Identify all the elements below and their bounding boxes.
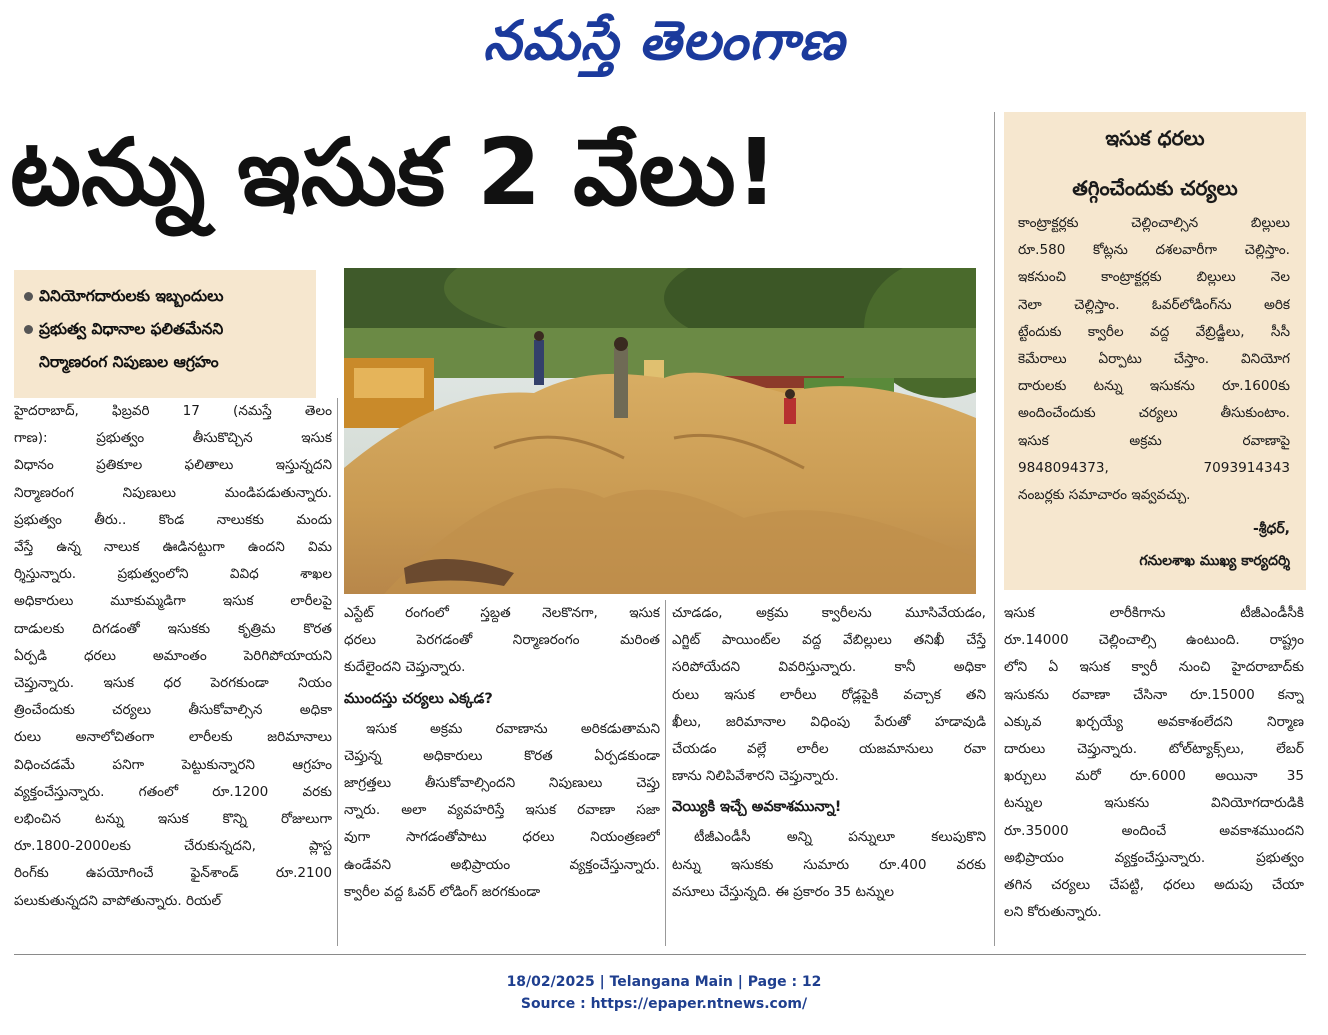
text-line: రింగ్‌కు ఉపయోగించే ఫైన్‌శాండ్ రూ.2100 [14,865,332,882]
text-line: దాడులకు దిగడంతో ఇసుకకు కృత్రిమ కొరత [14,620,332,637]
text-line: చెప్తున్నారు. ఇసుక ధర పెరగకుండా నియం [14,675,332,692]
subheading-could-give-for-thousand: వెయ్యికి ఇచ్చే అవకాశమున్నా! [672,799,842,816]
column-divider [337,398,338,946]
subheading-advance-measures: ముందస్తు చర్యలు ఎక్కడ? [344,690,493,707]
text-line: ఇసుకను రవాణా చేసినా రూ.15000 కన్నా [1004,686,1304,703]
sand-heap-photo [344,268,976,594]
text-line: అభిప్రాయం వ్యక్తంచేస్తున్నారు. ప్రభుత్వం [1004,849,1304,866]
text-line: గాణ): ప్రభుత్వం తీసుకొచ్చిన ఇసుక [14,430,332,447]
text-line: కాంట్రాక్టర్లకు చెల్లించాల్సిన బిల్లులు [1018,215,1290,231]
column3-paragraph [672,824,986,906]
text-line: 9848094373, 7093914343 [1018,459,1290,476]
text-line: రూ.580 కోట్లను దశలవారీగా చెల్లిస్తాం. [1018,242,1290,259]
text-line: టన్నుల ఇసుకను వినియోగదారుడికి [1004,795,1304,812]
column2-paragraph [344,600,660,682]
text-line: టీజీఎండీసీ అన్ని పన్నులూ కలుపుకొని [694,829,986,846]
text-line: ణాను నిలిపివేశారని చెప్తున్నారు. [672,768,839,785]
footer-source: Source : https://epaper.ntnews.com/ [520,996,808,1012]
text-line: కుదేలైందని చెప్తున్నారు. [344,659,466,676]
highlight-item-continued [24,346,310,379]
highlight-item [24,313,310,346]
text-line: ట్టేందుకు క్వారీల వద్ద వేబ్రిడ్జీలు, సీసీ [1018,323,1290,340]
highlight-text: ప్రభుత్వ విధానాల ఫలితమేనని [39,320,224,338]
text-line: ఖీలు, జరిమానాల విధింపు పేరుతో హడావుడి [672,713,986,730]
highlights-box [14,270,316,398]
text-line: నిర్మాణరంగ నిపుణులు మండిపడుతున్నారు. [14,484,332,501]
article-column-3 [672,600,986,906]
sand-heap-image [344,268,976,594]
text-line: విధానం ప్రతికూల ఫలితాలు ఇస్తున్నదని [14,457,332,474]
text-line: ధరలు పెరగడంతో నిర్మాణరంగం మరింత [344,632,660,649]
text-line: రూ.14000 చెల్లించాల్సి ఉంటుంది. రాష్ట్రం [1004,632,1304,649]
text-line: ఎక్కువ ఖర్చయ్యే అవకాశంలేదని నిర్మాణ [1004,713,1304,730]
text-line: ఎస్టేట్ రంగంలో స్తబ్దత నెలకొనగా, ఇసుక [344,605,660,621]
sidebar-signature: -శ్రీధర్, [1252,521,1290,537]
highlight-text: వినియోగదారులకు ఇబ్బందులు [39,287,224,305]
text-line: నెలా చెల్లిస్తాం. ఓవర్‌లోడింగ్‌ను అరిక [1018,296,1290,313]
text-line: రూ.1800-2000లకు చేరుకున్నదని, ప్లాస్ట [14,838,332,855]
text-line: ప్రభుత్వం తీరు.. కొండ నాలుకకు మందు [14,511,332,528]
text-line: హైదరాబాద్, ఫిబ్రవరి 17 (నమస్తే తెలం [14,403,332,419]
headline: టన్ను ఇసుక 2 వేలు! [10,119,778,226]
text-line: చూడడం, అక్రమ క్వారీలను మూసివేయడం, [672,605,986,621]
text-line: ఇసుక లారీకిగాను టీజీఎండీసీకి [1004,605,1304,621]
text-line: తగిన చర్యలు చేపట్టి, ధరలు అదుపు చేయా [1004,877,1304,894]
text-line: సరిపోయేదని వివరిస్తున్నారు. కానీ అధికా [672,659,986,676]
sidebar-body [1018,210,1290,509]
text-line: ర్శిస్తున్నారు. ప్రభుత్వంలోని వివిధ శాఖల [14,566,332,583]
sidebar-title: ఇసుక ధరలు [1105,126,1205,150]
text-line: వుగా సాగడంతోపాటు ధరలు నియంత్రణలో [344,829,660,846]
text-line: పలుకుతున్నదని వాపోతున్నారు. రియల్ [14,892,222,909]
text-line: ఇసుక అక్రమ రవాణాను అరికడుతామని [366,720,660,737]
text-line: లని కోరుతున్నారు. [1004,904,1102,921]
text-line: లోని ఏ ఇసుక క్వారీ నుంచి హైదరాబాద్‌కు [1004,659,1304,676]
text-line: త్రించేందుకు చర్యలు తీసుకోవాల్సిన అధికా [14,702,332,719]
text-line: నంబర్లకు సమాచారం ఇవ్వవచ్చు. [1018,487,1191,504]
footer-date-edition: 18/02/2025 | Telangana Main | Page : 12 [506,974,822,990]
text-line: దారులకు టన్ను ఇసుకను రూ.1600కు [1018,378,1290,395]
bullet-icon [24,292,33,301]
sidebar-designation: గనులశాఖ ముఖ్య కార్యదర్శి [1139,553,1290,569]
text-line: వేస్తే ఉన్న నాలుక ఊడినట్టుగా ఉందని విమ [14,539,332,556]
column3-paragraph [672,600,986,790]
text-line: రూ.35000 అందించే అవకాశముందని [1004,822,1304,839]
masthead-logo: నమస్తే తెలంగాణ [483,8,845,72]
text-line: రులు అనాలోచితంగా లారీలకు జరిమానాలు [14,729,332,746]
bullet-icon [24,325,33,334]
text-line: కెమేరాలు ఏర్పాటు చేస్తాం. వినియోగ [1018,351,1290,368]
sidebar-box [1004,112,1306,590]
text-line: ఇసుక అక్రమ రవాణాపై [1018,432,1290,449]
text-line: రులు ఇసుక లారీలు రోడ్లపైకి వచ్చాక తని [672,686,986,703]
text-line: అధికారులు మూకుమ్మడిగా ఇసుక లారీలపై [14,593,332,610]
text-line: వ్యక్తంచేస్తున్నారు. గతంలో రూ.1200 వరకు [14,783,332,800]
text-line: విధించడమే పనిగా పెట్టుకున్నారని ఆగ్రహం [14,756,332,773]
text-line: ఖర్చులు మరో రూ.6000 అయినా 35 [1004,768,1304,785]
text-line: న్నారు. అలా వ్యవహరిస్తే ఇసుక రవాణా సజా [344,802,660,819]
text-line: అందించేందుకు చర్యలు తీసుకుంటాం. [1018,405,1290,422]
article-column-1 [14,398,332,915]
article-column-2 [344,600,660,906]
text-line: వసూలు చేస్తున్నది. ఈ ప్రకారం 35 టన్నుల [672,883,895,900]
text-line: చేయడం వల్లే లారీల యజమానులు రవా [672,741,986,758]
highlight-text: నిర్మాణరంగ నిపుణుల ఆగ్రహం [39,353,219,371]
text-line: ఉండేవని అభిప్రాయం వ్యక్తంచేస్తున్నారు. [344,856,660,873]
text-line: ఎగ్జిట్ పాయింట్‌ల వద్ద వేబిల్లులు తనిఖీ చేస్తే [672,632,986,649]
text-line: లభించిన టన్ను ఇసుక కొన్ని రోజులుగా [14,811,332,828]
footer-divider [14,954,1306,955]
column-divider [994,112,995,946]
text-line: క్వారీల వద్ద ఓవర్ లోడింగ్ జరగకుండా [344,883,541,900]
sidebar-title: తగ్గించేందుకు చర్యలు [1072,176,1238,200]
text-line: దారులు చెప్తున్నారు. టోల్‌ట్యాక్స్‌లు, లేబర్ [1004,741,1304,758]
text-line: జాగ్రత్తలు తీసుకోవాల్సిందని నిపుణులు చెప్తు [344,775,660,792]
text-line: చెప్తున్న అధికారులు కొరత ఏర్పడకుండా [344,747,660,764]
column2-paragraph [344,716,660,906]
text-line: ఇకనుంచి కాంట్రాక్టర్లకు బిల్లులు నెల [1018,269,1290,286]
text-line: టన్ను ఇసుకకు సుమారు రూ.400 వరకు [672,856,986,873]
highlight-item [24,280,310,313]
column-divider [665,600,666,946]
text-line: ఏర్పడి ధరలు అమాంతం పెరిగిపోయాయని [14,647,332,664]
article-column-4 [1004,600,1304,926]
